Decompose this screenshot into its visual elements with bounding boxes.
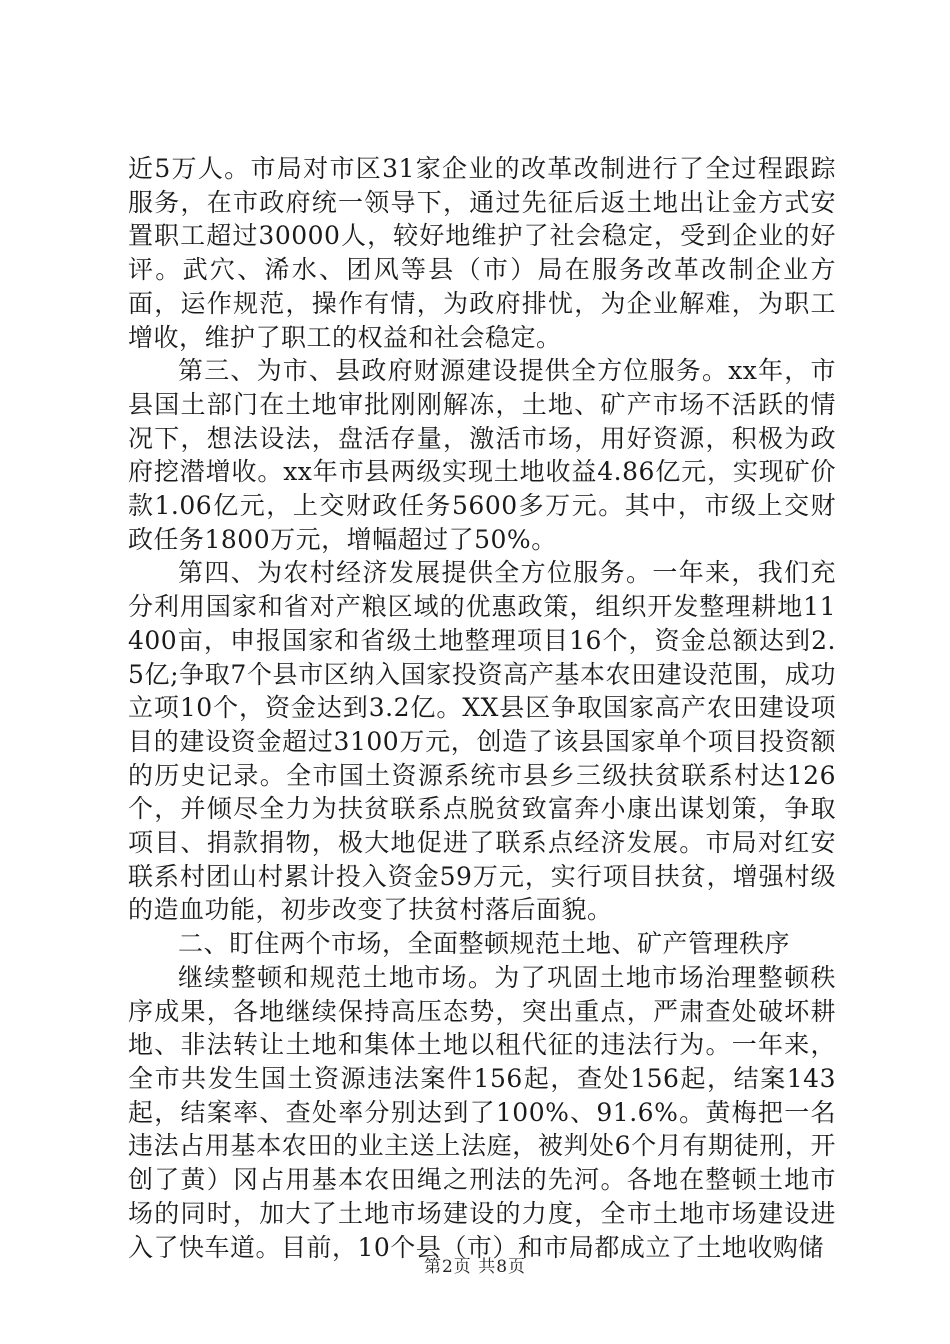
paragraph-fourth-point: 第四、为农村经济发展提供全方位服务。一年来，我们充分利用国家和省对产粮区域的优惠政策，组织开发整理耕地11400亩，申报国家和省级土地整理项目16个，资金总额达到2.5亿;争取7个县市区纳入国家投资高产基本农田建设范围，成功立项10个，资金达到3.2亿。XX县区争取国家高产农田建设项目的建设资金超过3100万元，创造了该县国家单个项目投资额的历史记录。全市国土资源系统市县乡三级扶贫联系村达126个，并倾尽全力为扶贫联系点脱贫致富奔小康出谋划策，争取项目、捐款捐物，极大地促进了联系点经济发展。市局对红安联系村团山村累计投入资金59万元，实行项目扶贫，增强村级的造血功能，初步改变了扶贫村落后面貌。	[128, 558, 836, 925]
document-body	[128, 152, 836, 1264]
paragraph-continuation: 近5万人。市局对市区31家企业的改革改制进行了全过程跟踪服务，在市政府统一领导下，通过先征后返土地出让金方式安置职工超过30000人，较好地维护了社会稳定，受到企业的好评。武穴、浠水、团风等县（市）局在服务改革改制企业方面，运作规范，操作有情，为政府排忧，为企业解难，为职工增收，维护了职工的权益和社会稳定。	[128, 154, 836, 352]
paragraph-third-point: 第三、为市、县政府财源建设提供全方位服务。xx年，市县国土部门在土地审批刚刚解冻，土地、矿产市场不活跃的情况下，想法设法，盘活存量，激活市场，用好资源，积极为政府挖潜增收。xx年市县两级实现土地收益4.86亿元，实现矿价款1.06亿元，上交财政任务5600多万元。其中，市级上交财政任务1800万元，增幅超过了50%。	[128, 356, 836, 554]
paragraph-land-market: 继续整顿和规范土地市场。为了巩固土地市场治理整顿秩序成果，各地继续保持高压态势，突出重点，严肃查处破坏耕地、非法转让土地和集体土地以租代征的违法行为。一年来，全市共发生国土资源违法案件156起，查处156起，结案143起，结案率、查处率分别达到了100%、91.6%。黄梅把一名违法占用基本农田的业主送上法庭，被判处6个月有期徒刑，开创了黄）冈占用基本农田绳之刑法的先河。各地在整顿土地市场的同时，加大了土地市场建设的力度，全市土地市场建设进入了快车道。目前，10个县（市）和市局都成立了土地收购储	[128, 962, 836, 1262]
section-heading: 二、盯住两个市场，全面整顿规范土地、矿产管理秩序	[178, 929, 791, 959]
page-footer: 第2页 共8页	[423, 1257, 527, 1277]
